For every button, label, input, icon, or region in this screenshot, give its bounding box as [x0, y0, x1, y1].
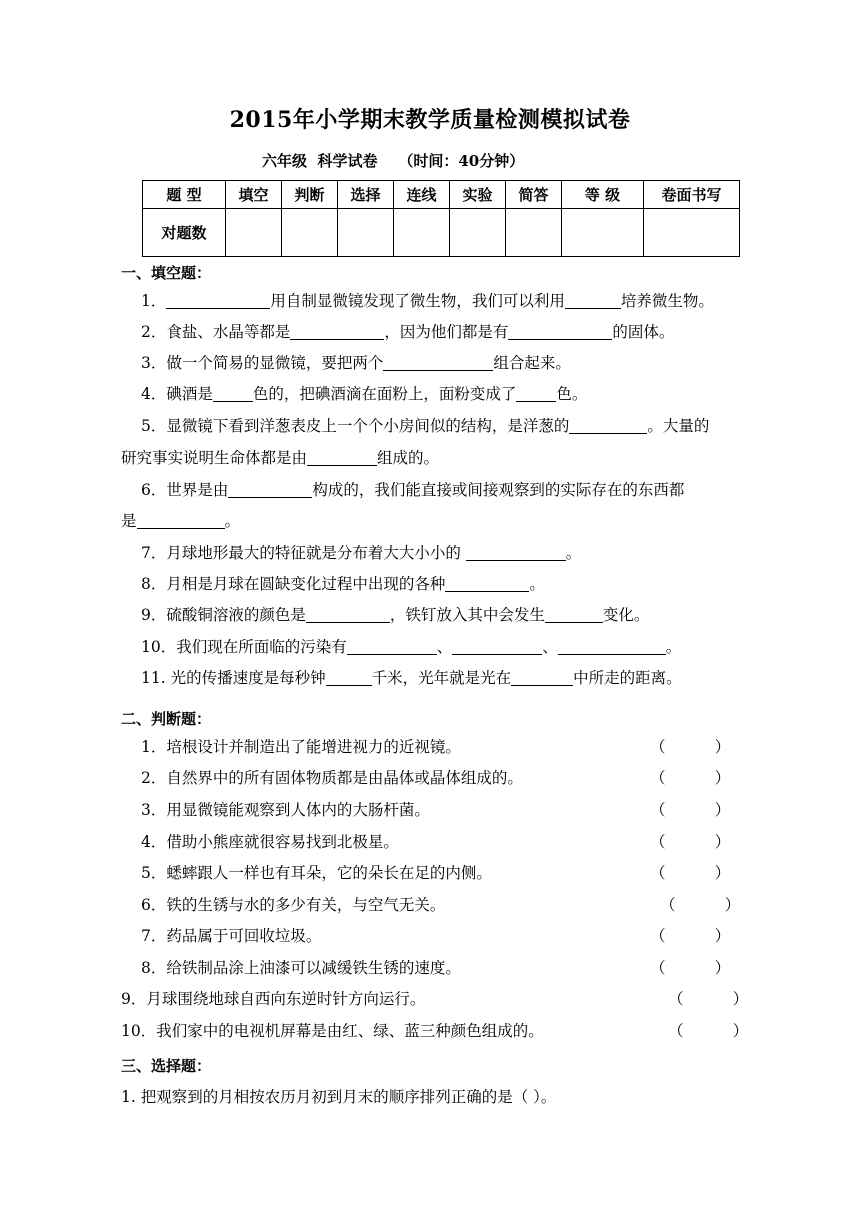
answer-blank[interactable] — [516, 385, 556, 402]
header-cell-choice: 选择 — [338, 181, 394, 209]
answer-blank[interactable] — [137, 512, 225, 529]
fill-question-6-cont — [121, 511, 240, 531]
fill-question-4 — [141, 384, 587, 404]
answer-parentheses[interactable]: （ ） — [650, 959, 731, 977]
q11-text-b: 千米，光年就是光在 — [371, 669, 512, 687]
q2-text-a: 2．食盐、水晶等都是 — [141, 323, 291, 341]
q1-text-a: 1． — [141, 292, 167, 310]
answer-blank[interactable] — [306, 606, 390, 623]
answer-parentheses[interactable]: （ ） — [650, 833, 731, 851]
q10-text-b: 、 — [436, 638, 453, 656]
judge-question-4: 4．借助小熊座就很容易找到北极星。 — [141, 833, 399, 851]
score-cell[interactable] — [450, 209, 506, 257]
q3-text-b: 组合起来。 — [493, 354, 571, 372]
judge-question-9: 9．月球围绕地球自西向东逆时针方向运行。 — [121, 990, 426, 1008]
answer-parentheses[interactable]: （ ） — [650, 927, 731, 945]
q9-text-a: 9．硫酸铜溶液的颜色是 — [141, 606, 306, 624]
answer-blank[interactable] — [511, 669, 573, 686]
q6-text-b: 构成的，我们能直接或间接观察到的实际存在的东西都 — [312, 481, 685, 499]
section-multiple-choice-title: 三、选择题： — [121, 1057, 212, 1075]
q11-text-a: 11. 光的传播速度是每秒钟 — [141, 669, 326, 687]
q5-text-b: 。大量的 — [647, 417, 710, 435]
q2-text-c: 的固体。 — [612, 323, 675, 341]
judge-question-1: 1．培根设计并制造出了能增进视力的近视镜。 — [141, 738, 461, 756]
q1-text-c: 培养微生物。 — [620, 292, 714, 310]
answer-blank[interactable] — [383, 354, 493, 371]
score-cell[interactable] — [226, 209, 282, 257]
q4-text-c: 色。 — [556, 385, 588, 403]
q5-text-c: 研究事实说明生命体都是由 — [121, 449, 308, 467]
answer-blank[interactable] — [569, 417, 647, 434]
row-label-correct-count: 对题数 — [143, 209, 226, 257]
answer-parentheses[interactable]: （ ） — [650, 801, 731, 819]
exam-subtitle: 六年级 科学试卷 （时间：40分钟） — [262, 152, 525, 170]
q8-text-b: 。 — [529, 575, 545, 593]
header-cell-experiment: 实验 — [450, 181, 506, 209]
exam-title: 2015年小学期末教学质量检测模拟试卷 — [229, 107, 631, 133]
answer-parentheses[interactable]: （ ） — [650, 769, 731, 787]
q6-text-d: 。 — [224, 512, 241, 530]
answer-parentheses[interactable]: （ ） — [668, 1022, 749, 1040]
q6-text-c: 是 — [121, 512, 137, 530]
judge-question-3: 3．用显微镜能观察到人体内的大肠杆菌。 — [141, 801, 430, 819]
header-cell-match: 连线 — [394, 181, 450, 209]
score-cell[interactable] — [282, 209, 338, 257]
q10-text-a: 10．我们现在所面临的污染有 — [141, 638, 347, 656]
score-table-body-row — [143, 209, 740, 257]
q6-text-a: 6．世界是由 — [141, 481, 229, 499]
answer-blank[interactable] — [307, 449, 377, 466]
header-cell-short-answer: 简答 — [506, 181, 562, 209]
header-cell-type: 题 型 — [143, 181, 226, 209]
judge-question-10: 10．我们家中的电视机屏幕是由红、绿、蓝三种颜色组成的。 — [121, 1022, 544, 1040]
answer-blank[interactable] — [558, 638, 666, 655]
answer-blank[interactable] — [347, 638, 437, 655]
header-cell-judge: 判断 — [282, 181, 338, 209]
q9-text-b: ，铁钉放入其中会发生 — [389, 606, 545, 624]
answer-blank[interactable] — [466, 544, 566, 561]
answer-blank[interactable] — [213, 385, 253, 402]
fill-question-9 — [141, 605, 649, 625]
section-fill-in-title: 一、填空题： — [121, 264, 212, 282]
q7-text-b: 。 — [565, 544, 582, 562]
q9-text-c: 变化。 — [602, 606, 650, 624]
answer-blank[interactable] — [445, 575, 529, 592]
q7-text-a: 7．月球地形最大的特征就是分布着大大小小的 — [141, 544, 466, 562]
fill-question-1 — [141, 291, 714, 311]
score-table — [142, 180, 740, 257]
q11-text-c: 中所走的距离。 — [573, 669, 682, 687]
fill-question-6 — [141, 480, 684, 500]
judge-question-2: 2．自然界中的所有固体物质都是由晶体或晶体组成的。 — [141, 769, 523, 787]
q4-text-a: 4．碘酒是 — [141, 385, 213, 403]
score-cell[interactable] — [338, 209, 394, 257]
judge-question-5: 5．蟋蟀跟人一样也有耳朵，它的朵长在足的内侧。 — [141, 864, 492, 882]
score-cell[interactable] — [644, 209, 740, 257]
fill-question-8 — [141, 574, 545, 594]
fill-question-7 — [141, 543, 581, 563]
score-cell[interactable] — [562, 209, 644, 257]
q8-text-a: 8．月相是月球在圆缺变化过程中出现的各种 — [141, 575, 446, 593]
answer-blank[interactable] — [228, 481, 312, 498]
fill-question-10 — [141, 637, 681, 657]
header-cell-fill: 填空 — [226, 181, 282, 209]
answer-blank[interactable] — [326, 669, 372, 686]
q4-text-b: 色的，把碘酒滴在面粉上，面粉变成了 — [252, 385, 517, 403]
answer-parentheses[interactable]: （ ） — [660, 896, 741, 914]
answer-parentheses[interactable]: （ ） — [650, 738, 731, 756]
score-cell[interactable] — [394, 209, 450, 257]
answer-blank[interactable] — [452, 638, 542, 655]
answer-blank[interactable] — [545, 606, 603, 623]
q3-text-a: 3．做一个简易的显微镜，要把两个 — [141, 354, 384, 372]
q5-text-d: 组成的。 — [377, 449, 440, 467]
fill-question-3 — [141, 353, 571, 373]
q5-text-a: 5．显微镜下看到洋葱表皮上一个个小房间似的结构，是洋葱的 — [141, 417, 570, 435]
answer-blank[interactable] — [290, 323, 384, 340]
header-cell-handwriting: 卷面书写 — [644, 181, 740, 209]
section-true-false-title: 二、判断题： — [121, 710, 212, 728]
answer-blank[interactable] — [508, 323, 612, 340]
answer-parentheses[interactable]: （ ） — [668, 990, 749, 1008]
answer-blank[interactable] — [565, 292, 621, 309]
score-cell[interactable] — [506, 209, 562, 257]
q2-text-b: ，因为他们都是有 — [384, 323, 509, 341]
judge-question-6: 6．铁的生锈与水的多少有关，与空气无关。 — [141, 896, 446, 914]
judge-question-8: 8．给铁制品涂上油漆可以减缓铁生锈的速度。 — [141, 959, 461, 977]
score-table-header-row — [143, 181, 740, 209]
header-cell-grade: 等 级 — [562, 181, 644, 209]
judge-question-7: 7．药品属于可回收垃圾。 — [141, 927, 322, 945]
answer-blank[interactable] — [166, 292, 270, 309]
fill-question-2 — [141, 322, 674, 342]
answer-parentheses[interactable]: （ ） — [650, 864, 731, 882]
fill-question-11 — [141, 668, 682, 688]
choice-question-1: 1. 把观察到的月相按农历月初到月末的顺序排列正确的是（ ）。 — [121, 1088, 557, 1106]
q10-text-c: 、 — [542, 638, 558, 656]
fill-question-5 — [141, 416, 709, 436]
fill-question-5-cont — [121, 448, 439, 468]
q10-text-d: 。 — [665, 638, 682, 656]
q1-text-b: 用自制显微镜发现了微生物，我们可以利用 — [270, 292, 565, 310]
